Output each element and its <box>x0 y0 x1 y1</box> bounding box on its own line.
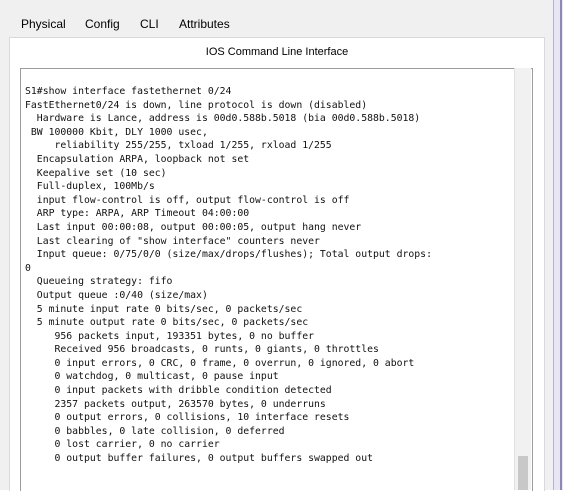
terminal-line: Last input 00:00:08, output 00:00:05, output hang never <box>25 221 362 233</box>
terminal-line: Encapsulation ARPA, loopback not set <box>25 153 250 165</box>
terminal-line: FastEthernet0/24 is down, line protocol is down (disabled) <box>25 99 368 111</box>
terminal-line: Last clearing of "show interface" counters never <box>25 235 320 247</box>
tab-attributes[interactable]: Attributes <box>179 17 230 31</box>
terminal-line: Received 956 broadcasts, 0 runts, 0 giants, 0 throttles <box>25 344 379 356</box>
terminal-line: 0 <box>25 262 31 274</box>
window-edge-line <box>560 0 562 490</box>
cli-terminal[interactable] <box>20 68 533 491</box>
terminal-line: Keepalive set (10 sec) <box>25 167 167 179</box>
terminal-line: 5 minute input rate 0 bits/sec, 0 packets/sec <box>25 303 303 315</box>
terminal-line: input flow-control is off, output flow-control is off <box>25 194 350 206</box>
vertical-scrollbar[interactable] <box>514 68 531 490</box>
tab-physical[interactable]: Physical <box>21 17 66 31</box>
terminal-line: 5 minute output rate 0 bits/sec, 0 packets/sec <box>25 317 309 329</box>
terminal-line: S1#show interface fastethernet 0/24 <box>25 86 232 97</box>
terminal-line: BW 100000 Kbit, DLY 1000 usec, <box>25 126 208 138</box>
terminal-line: reliability 255/255, txload 1/255, rxload 1/255 <box>25 140 332 152</box>
terminal-line: 0 output errors, 0 collisions, 10 interface resets <box>25 412 350 424</box>
terminal-line: 956 packets input, 193351 bytes, 0 no buffer <box>25 330 315 342</box>
terminal-line: 0 watchdog, 0 multicast, 0 pause input <box>25 371 279 383</box>
terminal-line: Hardware is Lance, address is 00d0.588b.5018 (bia 00d0.588b.5018) <box>25 113 421 125</box>
terminal-line: Full-duplex, 100Mb/s <box>25 181 155 193</box>
terminal-line: 0 input packets with dribble condition detected <box>25 385 332 397</box>
terminal-output <box>25 85 515 466</box>
terminal-line: ARP type: ARPA, ARP Timeout 04:00:00 <box>25 208 250 220</box>
terminal-line: 0 babbles, 0 late collision, 0 deferred <box>25 425 285 437</box>
scrollbar-thumb[interactable] <box>518 456 528 490</box>
terminal-line: Output queue :0/40 (size/max) <box>25 289 208 301</box>
terminal-line: 2357 packets output, 263570 bytes, 0 underruns <box>25 398 326 410</box>
terminal-line: Input queue: 0/75/0/0 (size/max/drops/flushes); Total output drops: <box>25 249 432 261</box>
panel-title: IOS Command Line Interface <box>205 46 349 58</box>
tab-cli[interactable]: CLI <box>140 12 159 36</box>
terminal-line: Queueing strategy: fifo <box>25 276 173 288</box>
terminal-line: 0 lost carrier, 0 no carrier <box>25 439 220 451</box>
scrolled-text-fragment <box>21 69 532 75</box>
terminal-line: 0 output buffer failures, 0 output buffers swapped out <box>25 453 373 465</box>
terminal-line: 0 input errors, 0 CRC, 0 frame, 0 overrun, 0 ignored, 0 abort <box>25 357 415 369</box>
tab-config[interactable]: Config <box>85 17 120 31</box>
